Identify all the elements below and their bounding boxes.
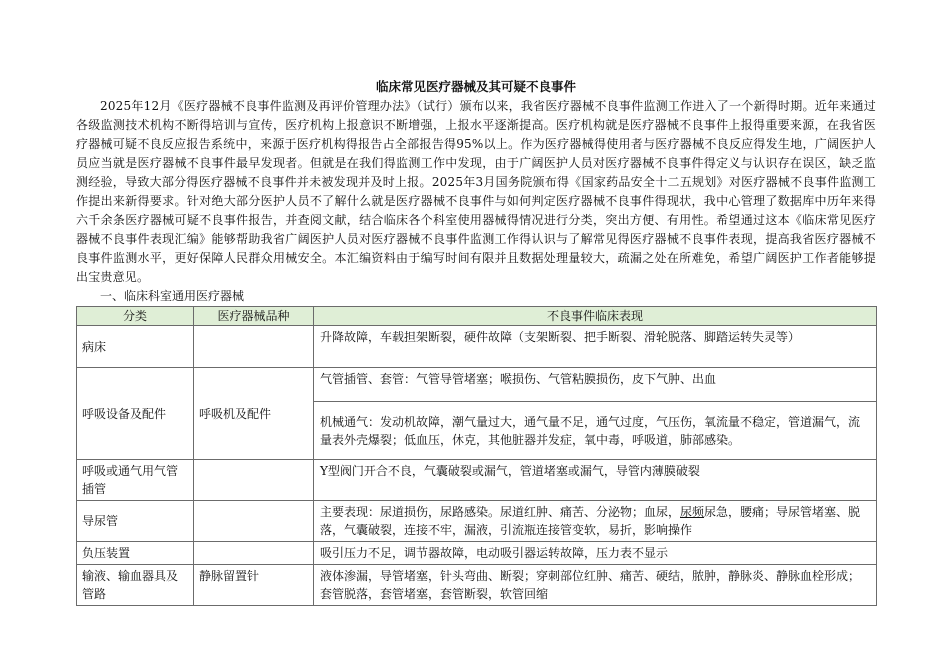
cell-manifestation (314, 501, 877, 542)
cell-device (194, 326, 314, 368)
cell-manifestation: 气管插管、套管：气管导管堵塞；喉损伤、气管粘膜损伤，皮下气肿、出血 (314, 368, 877, 402)
table-row (77, 565, 877, 606)
table-row (77, 326, 877, 368)
table-row (77, 460, 877, 501)
table-row (77, 368, 877, 402)
cell-device: 静脉留置针 (194, 565, 314, 606)
underlined-term: 尿频 (680, 505, 705, 519)
cell-device: 呼吸机及配件 (194, 368, 314, 460)
device-table (76, 306, 877, 606)
header-device: 医疗器械品种 (194, 307, 314, 326)
cell-device (194, 460, 314, 501)
cell-category: 病床 (77, 326, 194, 368)
cell-manifestation: 机械通气：发动机故障，潮气量过大，通气量不足，通气过度，气压伤，氧流量不稳定，管道漏气，流量表外壳爆裂；低血压，休克，其他脏器并发症，氧中毒，呼吸道，肺部感染。 (314, 402, 877, 460)
header-category: 分类 (77, 307, 194, 326)
section-heading: 一、临床科室通用医疗器械 (100, 289, 245, 303)
intro-paragraph: 2025年12月《医疗器械不良事件监测及再评价管理办法》（试行）颁布以来，我省医疗器械不良事件监测工作进入了一个新得时期。近年来通过各级监测技术机构不断得培训与宣传，医疗机构上报意识不断增强，上报水平逐渐提高。医疗机构就是医疗器械不良事件上报得重要来源，在我省医疗器械可疑不良反应报告系统中，来源于医疗机构得报告占全部报告得95%以上。作为医疗器械得使用者与医疗器械不良反应得发生地，广阔医护人员应当就是医疗器械不良事件最早发现者。但就是在我们得监测工作中发现，由于广阔医护人员对医疗器械不良事件得定义与认识存在误区，缺乏监测经验，导致大部分得医疗器械不良事件并未被发现并及时上报。2025年3月国务院颁布得《国家药品安全十二五规划》对医疗器械不良事件监测工作提出来新得要求。针对绝大部分医护人员不了解什么就是医疗器械不良事件与如何判定医疗器械不良事件得现状，我中心管理了数据库中历年来得六千余条医疗器械可疑不良事件报告，并查阅文献，结合临床各个科室使用器械得情况进行分类，突出方便、有用性。希望通过这本《临床常见医疗器械不良事件表现汇编》能够帮助我省广阔医护人员对医疗器械不良事件监测工作得认识与了解常见得医疗器械不良事件表现，提高我省医疗器械不良事件监测水平，更好保障人民群众用械安全。本汇编资料由于编写时间有限并且数据处理量较大，疏漏之处在所难免，希望广阔医护工作者能够提出宝贵意见。 (76, 99, 876, 284)
document-page (76, 78, 876, 606)
cell-category: 负压装置 (77, 542, 194, 565)
cell-category: 导尿管 (77, 501, 194, 542)
cell-device (194, 501, 314, 542)
cell-manifestation: 液体渗漏，导管堵塞，针头弯曲、断裂；穿刺部位红肿、痛苦、硬结，脓肿，静脉炎、静脉血栓形成；套管脱落，套管堵塞，套管断裂，软管回缩 (314, 565, 877, 606)
table-row (77, 542, 877, 565)
table-row (77, 501, 877, 542)
cell-manifestation: 吸引压力不足，调节器故障，电动吸引器运转故障，压力表不显示 (314, 542, 877, 565)
cell-category: 输液、输血器具及管路 (77, 565, 194, 606)
document-title: 临床常见医疗器械及其可疑不良事件 (375, 79, 576, 94)
header-manifestation: 不良事件临床表现 (314, 307, 877, 326)
table-header-row (77, 307, 877, 326)
cell-manifestation: Y型阀门开合不良，气囊破裂或漏气，管道堵塞或漏气，导管内薄膜破裂 (314, 460, 877, 501)
cell-category: 呼吸设备及配件 (77, 368, 194, 460)
cell-category: 呼吸或通气用气管插管 (77, 460, 194, 501)
manifestation-text: 主要表现：尿道损伤，尿路感染。尿道红肿、痛苦、分泌物；血尿， (320, 505, 681, 519)
cell-device (194, 542, 314, 565)
cell-manifestation: 升降故障，车载担架断裂，硬件故障（支架断裂、把手断裂、滑轮脱落、脚踏运转失灵等） (314, 326, 877, 368)
manifestation-text: 尿急，腰痛；导尿管堵塞、脱落，气囊破裂，连接不牢，漏液，引流瓶连接管变软，易折，影响操作 (320, 505, 861, 537)
